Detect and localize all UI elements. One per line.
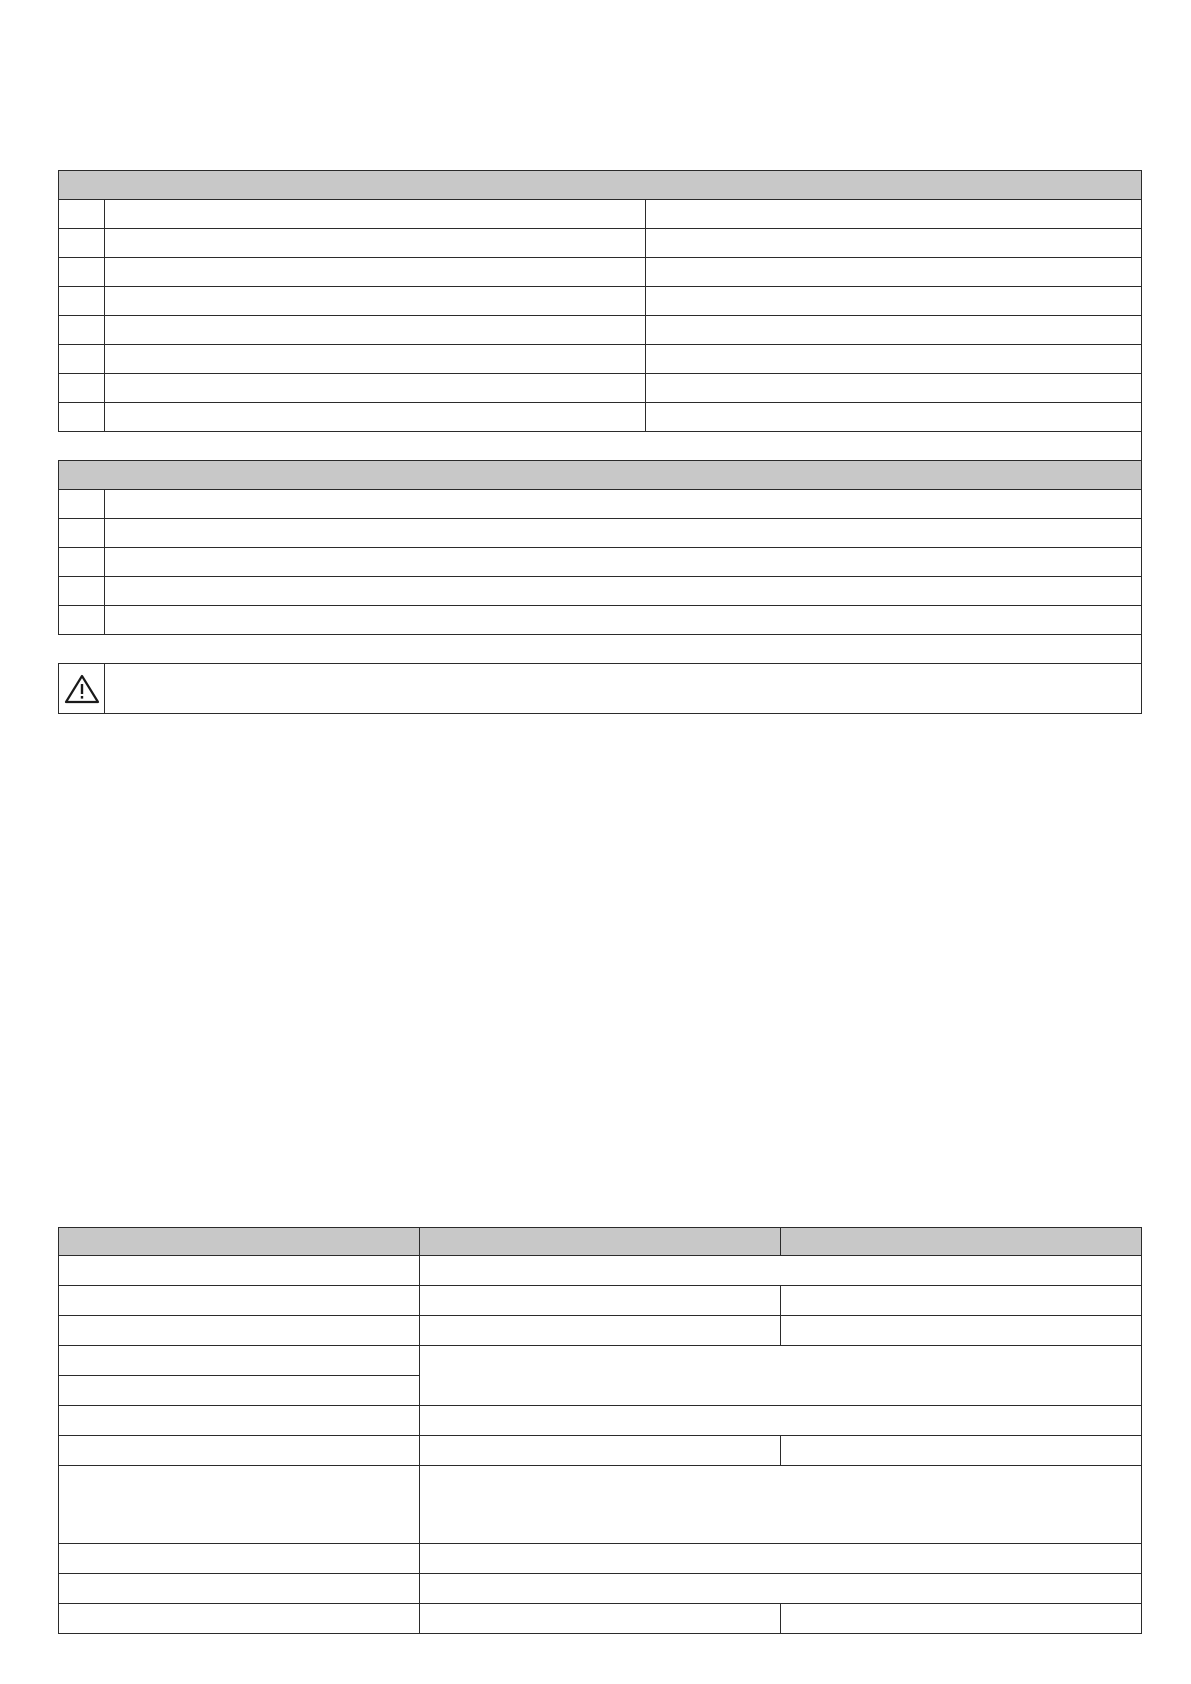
row-value <box>646 287 1142 316</box>
spec-header-model-b <box>781 1228 1142 1256</box>
spec-value-b <box>781 1316 1142 1346</box>
warning-icon-cell <box>59 664 105 714</box>
table-row <box>59 229 1142 258</box>
row-label <box>105 258 646 287</box>
row-value <box>646 258 1142 287</box>
spec-value-b <box>781 1286 1142 1316</box>
row-label <box>105 287 646 316</box>
table-row <box>59 1604 1142 1634</box>
spec-label <box>59 1256 420 1286</box>
specifications-header-row <box>59 1228 1142 1256</box>
table-row <box>59 200 1142 229</box>
parts-table-header <box>59 171 1142 200</box>
spec-value <box>420 1466 1142 1544</box>
table-row <box>59 548 1142 577</box>
row-number <box>59 258 105 287</box>
row-text <box>105 577 1142 606</box>
spec-label <box>59 1574 420 1604</box>
spec-label <box>59 1436 420 1466</box>
table-row <box>59 1436 1142 1466</box>
spec-value-b <box>781 1436 1142 1466</box>
table-row <box>59 490 1142 519</box>
spacer-row <box>59 635 1142 664</box>
table-row <box>59 345 1142 374</box>
spec-value <box>420 1406 1142 1436</box>
spec-label <box>59 1406 420 1436</box>
spec-value-b <box>781 1604 1142 1634</box>
row-number <box>59 403 105 432</box>
warning-text <box>105 664 1142 714</box>
row-value <box>646 316 1142 345</box>
spec-label <box>59 1604 420 1634</box>
row-label <box>105 374 646 403</box>
row-value <box>646 200 1142 229</box>
table-row <box>59 287 1142 316</box>
table-row <box>59 1544 1142 1574</box>
row-number <box>59 345 105 374</box>
row-value <box>646 403 1142 432</box>
table-row <box>59 1256 1142 1286</box>
spec-header-model-a <box>420 1228 781 1256</box>
row-number <box>59 519 105 548</box>
row-value <box>646 374 1142 403</box>
row-text <box>105 519 1142 548</box>
specifications-table <box>58 1227 1142 1634</box>
spec-value-a <box>420 1316 781 1346</box>
spec-value-a <box>420 1286 781 1316</box>
spec-value <box>420 1544 1142 1574</box>
row-number <box>59 606 105 635</box>
parts-table-header-row <box>59 171 1142 200</box>
spacer-row <box>59 432 1142 461</box>
row-label <box>105 229 646 258</box>
spec-value <box>420 1256 1142 1286</box>
row-label <box>105 200 646 229</box>
row-label <box>105 403 646 432</box>
spacer-cell <box>59 635 1142 664</box>
section2-header <box>59 461 1142 490</box>
row-number <box>59 374 105 403</box>
section2-header-row <box>59 461 1142 490</box>
table-row <box>59 316 1142 345</box>
warning-triangle-icon <box>64 673 100 705</box>
spec-label <box>59 1346 420 1376</box>
parts-table <box>58 170 1142 714</box>
spec-value <box>420 1346 1142 1406</box>
row-value <box>646 345 1142 374</box>
spec-value-a <box>420 1604 781 1634</box>
table-row <box>59 1466 1142 1544</box>
row-label <box>105 316 646 345</box>
table-row <box>59 1316 1142 1346</box>
row-value <box>646 229 1142 258</box>
spec-label <box>59 1286 420 1316</box>
table-row <box>59 519 1142 548</box>
spec-label <box>59 1544 420 1574</box>
row-number <box>59 548 105 577</box>
row-label <box>105 345 646 374</box>
spacer-cell <box>59 432 1142 461</box>
spec-header-label <box>59 1228 420 1256</box>
table-row <box>59 1406 1142 1436</box>
spec-label <box>59 1316 420 1346</box>
table-row <box>59 1346 1142 1376</box>
row-text <box>105 606 1142 635</box>
row-number <box>59 577 105 606</box>
row-text <box>105 490 1142 519</box>
row-number <box>59 200 105 229</box>
table-row <box>59 577 1142 606</box>
row-number <box>59 316 105 345</box>
row-text <box>105 548 1142 577</box>
row-number <box>59 229 105 258</box>
spec-value-a <box>420 1436 781 1466</box>
row-number <box>59 287 105 316</box>
table-row <box>59 1574 1142 1604</box>
table-row <box>59 1286 1142 1316</box>
table-row <box>59 258 1142 287</box>
spec-label <box>59 1466 420 1544</box>
spec-value <box>420 1574 1142 1604</box>
warning-row <box>59 664 1142 714</box>
row-number <box>59 490 105 519</box>
table-row <box>59 374 1142 403</box>
table-row <box>59 403 1142 432</box>
table-row <box>59 606 1142 635</box>
spec-label <box>59 1376 420 1406</box>
